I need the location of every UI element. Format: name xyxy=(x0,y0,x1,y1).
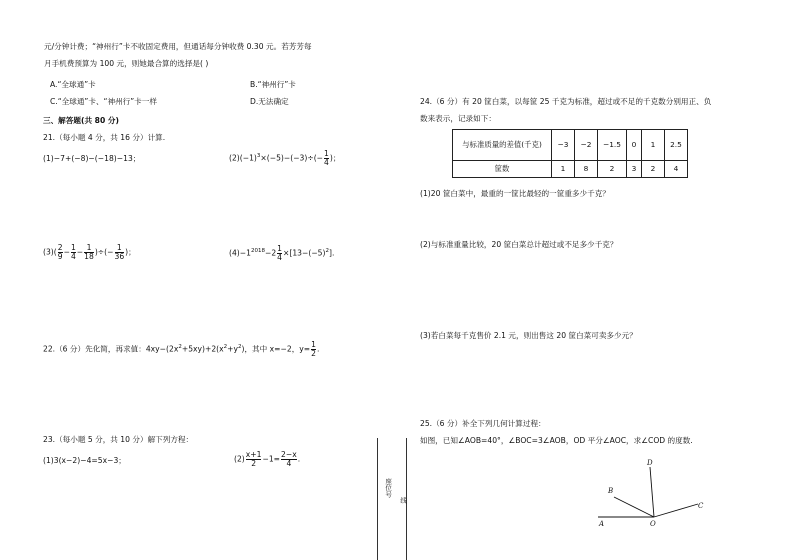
question-21-part-4: $(4)-1^{2018}-2$ $\frac{1}{4}$ $\times[13-(-5)^2]$. xyxy=(229,244,335,262)
table-cell: 2.5 xyxy=(665,130,688,161)
question-24-part-3: (3)若白菜每千克售价 2.1 元，则出售这 20 筐白菜可卖多少元？ xyxy=(420,331,637,340)
question-25-text: 如图，已知∠AOB=40°，∠BOC=3∠AOB，OD 平分∠AOC，求∠COD 的度数. xyxy=(420,436,693,445)
question-25-header: 25.（6 分）补全下列几何计算过程： xyxy=(420,419,546,428)
binding-line-left xyxy=(377,438,378,560)
table-cell: 4 xyxy=(665,161,688,178)
table-cell: 0 xyxy=(627,130,642,161)
question-21-part-2: $(2)(-1)^3\times(-5)-(-3)\div(-$ $\frac{1}{4}$ )； xyxy=(229,149,341,167)
table-cell: 8 xyxy=(575,161,598,178)
angle-figure xyxy=(590,455,720,535)
ray-ob xyxy=(614,497,654,517)
question-24-part-2: (2)与标准重量比较，20 筐白菜总计超过或不足多少千克？ xyxy=(420,240,618,249)
table-row xyxy=(453,130,688,161)
question-22: 22.（6 分）先化简，再求值：$4xy-(2x^2+5xy)+2(x^2+y^2)$，其中 x=−2，y= $\frac{1}{2}$ . xyxy=(43,340,320,358)
question-23-part-2: (2) $\frac{x+1}{2}$ −1= $\frac{2-x}{4}$ . xyxy=(234,450,301,468)
point-label-o: O xyxy=(650,520,656,528)
ray-oc xyxy=(654,504,698,517)
q20-text-line-1: 元/分钟计费；“神州行”卡不收固定费用，但通话每分钟收费 0.30 元。若芳芳每 xyxy=(44,42,312,51)
question-23-part-1: (1)3(x−2)−4=5x−3； xyxy=(43,456,126,465)
question-24-line-2: 数来表示，记录如下： xyxy=(420,114,496,123)
table-cell: 3 xyxy=(627,161,642,178)
option-d: D.无法确定 xyxy=(250,97,289,106)
table-row xyxy=(453,161,688,178)
point-label-c: C xyxy=(698,502,704,510)
section-heading: 三、解答题(共 80 分) xyxy=(43,116,119,125)
option-a: A.“全球通”卡 xyxy=(50,80,96,89)
option-b: B.“神州行”卡 xyxy=(250,80,296,89)
table-cell: 1 xyxy=(642,130,665,161)
question-21-part-3: (3)( $\frac{2}{9}$ − $\frac{1}{4}$ − $\frac{1}{18}$ )÷(− $\frac{1}{36}$ )； xyxy=(43,243,136,261)
table-cell: 2 xyxy=(642,161,665,178)
table-header-cell: 与标准质量的差值(千克) xyxy=(453,130,552,161)
point-label-d: D xyxy=(647,459,653,467)
ray-od xyxy=(650,467,654,517)
question-24-part-1: (1)20 筐白菜中，最重的一筐比最轻的一筐重多少千克？ xyxy=(420,189,610,198)
table-cell: −3 xyxy=(552,130,575,161)
option-c: C.“全球通”卡、“神州行”卡一样 xyxy=(50,97,157,106)
binding-label-seat: 座位号 xyxy=(384,478,393,498)
table-cell: −2 xyxy=(575,130,598,161)
question-23-header: 23.（每小题 5 分，共 10 分）解下列方程： xyxy=(43,435,194,444)
question-21-part-1: (1)−7+(−8)−(−18)−13； xyxy=(43,154,141,163)
question-24-line-1: 24.（6 分）有 20 筐白菜，以每筐 25 千克为标准，超过或不足的千克数分别用正、负 xyxy=(420,97,712,106)
point-label-b: B xyxy=(608,487,614,495)
table-cell: −1.5 xyxy=(598,130,627,161)
question-21-header: 21.（每小题 4 分，共 16 分）计算. xyxy=(43,133,166,142)
table-cell: 1 xyxy=(552,161,575,178)
table-header-cell: 筐数 xyxy=(453,161,552,178)
data-table xyxy=(452,129,688,178)
point-label-a: A xyxy=(599,520,605,528)
table-cell: 2 xyxy=(598,161,627,178)
q20-text-line-2: 月手机费预算为 100 元，则她最合算的选择是( ) xyxy=(44,59,209,68)
binding-label-line: 线 xyxy=(399,497,408,504)
